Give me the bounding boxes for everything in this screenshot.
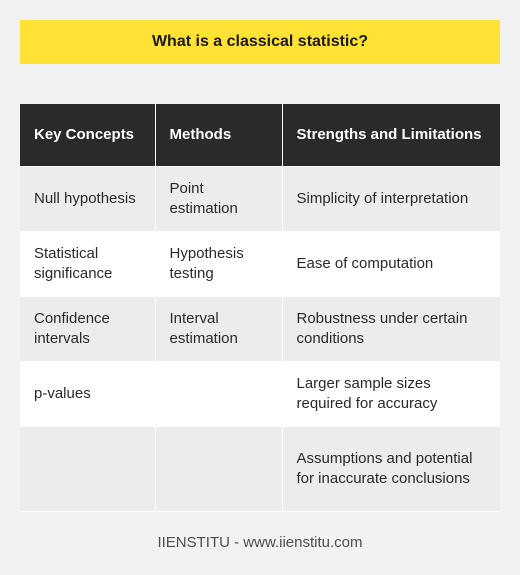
- table-row: [20, 166, 500, 231]
- table-cell: Robustness under certain conditions: [282, 296, 500, 361]
- table-row: [20, 231, 500, 296]
- concepts-table: [20, 104, 500, 512]
- table-cell: Hypothesis testing: [155, 231, 282, 296]
- table-cell: Ease of computation: [282, 231, 500, 296]
- table-cell: Simplicity of interpretation: [282, 166, 500, 231]
- table-cell: Interval estimation: [155, 296, 282, 361]
- header-key-concepts: Key Concepts: [20, 104, 155, 166]
- header-strengths-limitations: Strengths and Limitations: [282, 104, 500, 166]
- table-cell: [155, 361, 282, 426]
- table-cell: Point estimation: [155, 166, 282, 231]
- table-cell: [20, 426, 155, 511]
- table-cell: [155, 426, 282, 511]
- table-cell: Statistical significance: [20, 231, 155, 296]
- title-banner: [20, 20, 500, 64]
- header-methods: Methods: [155, 104, 282, 166]
- footer-credit: IIENSTITU - www.iienstitu.com: [157, 534, 363, 551]
- table-row: [20, 296, 500, 361]
- page-title: What is a classical statistic?: [151, 33, 369, 50]
- table-cell: Confidence intervals: [20, 296, 155, 361]
- table-cell: p-values: [20, 361, 155, 426]
- table-row: [20, 426, 500, 511]
- table-header-row: [20, 104, 500, 166]
- table-cell: Larger sample sizes required for accuracy: [282, 361, 500, 426]
- table-row: [20, 361, 500, 426]
- table-cell: Null hypothesis: [20, 166, 155, 231]
- table-cell: Assumptions and potential for inaccurate conclusions: [282, 426, 500, 511]
